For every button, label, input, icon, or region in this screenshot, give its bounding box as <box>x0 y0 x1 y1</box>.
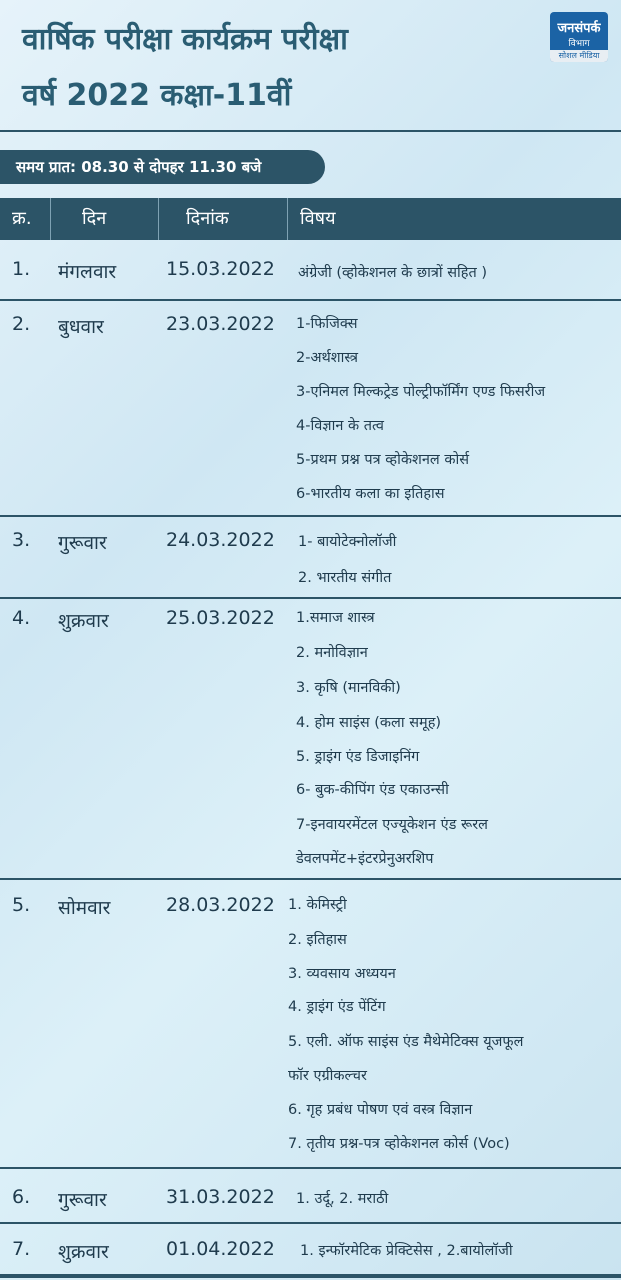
row2-subject-6: 6-भारतीय कला का इतिहास <box>296 486 445 502</box>
row4-subject-3: 3. कृषि (मानविकी) <box>296 680 401 696</box>
row-divider <box>0 1222 621 1224</box>
row5-sno: 5. <box>12 894 31 916</box>
logo-text-2: विभाग <box>568 39 590 49</box>
header-subject: विषय <box>300 208 336 229</box>
row5-subject-4: 4. ड्राइंग एंड पेंटिंग <box>288 999 386 1015</box>
row4-day: शुक्रवार <box>58 610 109 632</box>
row5-subject-1: 1. केमिस्ट्री <box>288 897 347 913</box>
row4-subject-5: 5. ड्राइंग एंड डिजाइनिंग <box>296 749 420 765</box>
row7-date: 01.04.2022 <box>166 1238 275 1260</box>
row-divider <box>0 1167 621 1169</box>
header-separator <box>50 198 51 240</box>
row6-subject-1: 1. उर्दू, 2. मराठी <box>296 1191 389 1207</box>
row5-subject-7: 6. गृह प्रबंध पोषण एवं वस्त्र विज्ञान <box>288 1102 473 1118</box>
row-divider <box>0 515 621 517</box>
row1-day: मंगलवार <box>58 261 117 283</box>
logo-text-1: जनसंपर्क <box>557 21 601 36</box>
row4-subject-6: 6- बुक-कीपिंग एंड एकाउन्सी <box>296 782 449 798</box>
row4-subject-7: 7-इनवायरमेंटल एज्यूकेशन एंड रूरल <box>296 817 488 833</box>
row3-sno: 3. <box>12 529 31 551</box>
row1-subject-1: अंग्रेजी (व्होकेशनल के छात्रों सहित ) <box>298 265 487 281</box>
header-day: दिन <box>82 208 107 229</box>
row7-subject-1: 1. इन्फॉरमेटिक प्रेक्टिसेस , 2.बायोलॉजी <box>300 1243 513 1259</box>
logo-text-3: सोशल मीडिया <box>550 50 608 62</box>
jansampark-logo <box>550 12 608 62</box>
row4-subject-2: 2. मनोविज्ञान <box>296 645 368 661</box>
row6-day: गुरूवार <box>58 1189 107 1211</box>
row2-subject-3: 3-एनिमल मिल्कट्रेड पोल्ट्रीफॉर्मिंग एण्ड फिसरीज <box>296 384 546 400</box>
title-line-2: वर्ष 2022 कक्षा-11वीं <box>22 78 292 113</box>
row5-date: 28.03.2022 <box>166 894 275 916</box>
title-divider <box>0 130 621 132</box>
row4-subject-1: 1.समाज शास्त्र <box>296 610 375 626</box>
page-title <box>22 12 348 124</box>
row2-subject-4: 4-विज्ञान के तत्व <box>296 418 384 434</box>
row5-subject-3: 3. व्यवसाय अध्ययन <box>288 966 396 982</box>
header-separator <box>158 198 159 240</box>
row-divider <box>0 299 621 301</box>
header-date: दिनांक <box>186 208 229 229</box>
row5-day: सोमवार <box>58 897 111 919</box>
row2-subject-5: 5-प्रथम प्रश्न पत्र व्होकेशनल कोर्स <box>296 452 470 468</box>
table-header <box>0 198 621 240</box>
row7-day: शुक्रवार <box>58 1241 109 1263</box>
row5-subject-2: 2. इतिहास <box>288 932 347 948</box>
row6-sno: 6. <box>12 1186 31 1208</box>
row3-day: गुरूवार <box>58 532 107 554</box>
row5-subject-6: फॉर एग्रीकल्चर <box>288 1068 367 1084</box>
row-divider <box>0 878 621 880</box>
header-sno: क्र. <box>12 208 32 229</box>
row3-subject-1: 1- बायोटेक्नोलॉजी <box>298 534 397 550</box>
bottom-border <box>0 1274 621 1278</box>
row5-subject-8: 7. तृतीय प्रश्न-पत्र व्होकेशनल कोर्स (Voc) <box>288 1136 510 1152</box>
row-divider <box>0 597 621 599</box>
row2-sno: 2. <box>12 313 31 335</box>
row4-subject-8: डेवलपमेंट+इंटरप्रेनुअरशिप <box>296 851 434 867</box>
row4-subject-4: 4. होम साइंस (कला समूह) <box>296 715 442 731</box>
row5-subject-5: 5. एली. ऑफ साइंस एंड मैथेमेटिक्स यूजफूल <box>288 1034 524 1050</box>
row4-date: 25.03.2022 <box>166 607 275 629</box>
row2-date: 23.03.2022 <box>166 313 275 335</box>
title-line-1: वार्षिक परीक्षा कार्यक्रम परीक्षा <box>22 22 348 57</box>
row3-subject-2: 2. भारतीय संगीत <box>298 570 392 586</box>
row1-date: 15.03.2022 <box>166 258 275 280</box>
header-separator <box>287 198 288 240</box>
row6-date: 31.03.2022 <box>166 1186 275 1208</box>
row4-sno: 4. <box>12 607 31 629</box>
row1-sno: 1. <box>12 258 31 280</box>
row2-subject-2: 2-अर्थशास्त्र <box>296 350 359 366</box>
row3-date: 24.03.2022 <box>166 529 275 551</box>
row7-sno: 7. <box>12 1238 31 1260</box>
row2-subject-1: 1-फिजिक्स <box>296 316 358 332</box>
row2-day: बुधवार <box>58 316 104 338</box>
exam-time-banner: समय प्रात: 08.30 से दोपहर 11.30 बजे <box>0 150 325 184</box>
